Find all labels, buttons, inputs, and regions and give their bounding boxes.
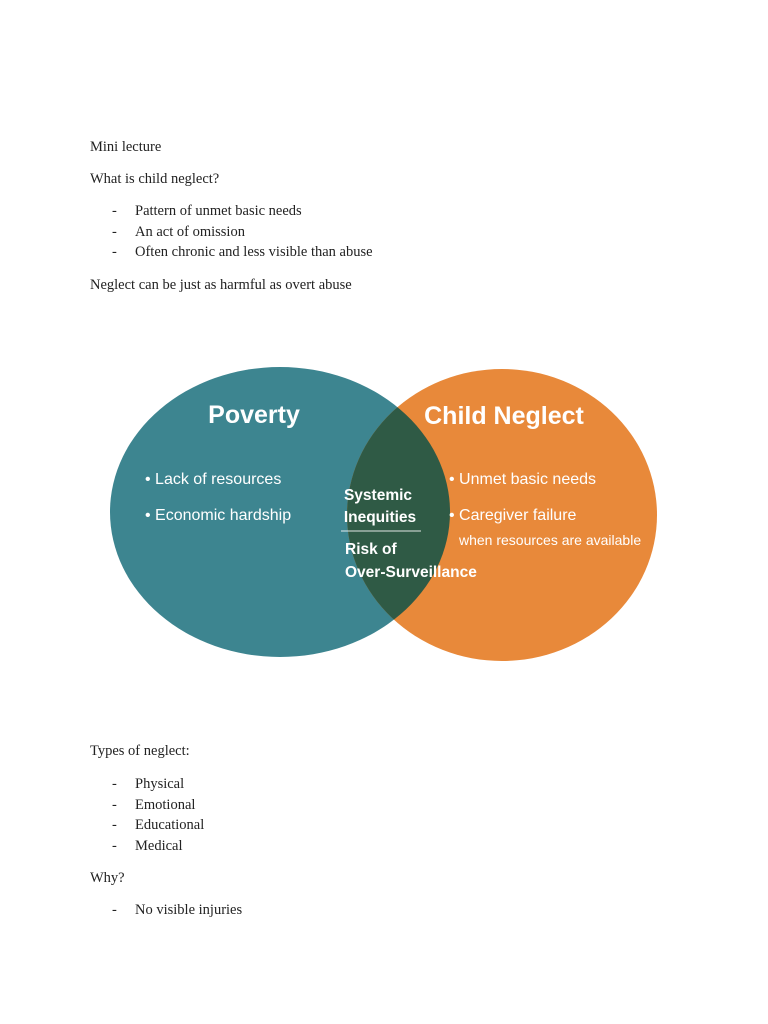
list-item-text: No visible injuries [135,902,243,918]
venn-svg [92,312,678,722]
list-item-text: Emotional [135,796,196,813]
list-dash: - [112,203,117,219]
child-neglect-item: • Unmet basic needs [449,471,597,488]
child-neglect-note: when resources are available [459,532,642,548]
list-item-text: An act of omission [135,223,245,240]
poverty-title: Poverty [208,401,300,429]
list-dash: - [112,244,117,260]
poverty-item: • Lack of resources [145,471,282,488]
child-neglect-title: Child Neglect [424,402,584,430]
list-item-text: Educational [135,817,205,833]
list-dash: - [112,776,117,792]
list-item-text: Physical [135,776,185,792]
list-item-text: Medical [135,837,183,854]
list-dash: - [112,837,117,854]
overlap-bottom-line: Over-Surveillance [345,564,477,581]
list-dash: - [112,796,117,813]
list-dash: - [112,902,117,918]
poverty-item: • Economic hardship [145,507,292,524]
list-item-text: Often chronic and less visible than abuse [135,244,373,260]
list-dash: - [112,223,117,240]
mini-lecture-heading: Mini lecture [90,139,162,155]
poverty-neglect-venn-diagram [92,312,678,722]
overlap-bottom-line: Risk of [345,541,397,558]
types-of-neglect-heading: Types of neglect: [90,743,190,759]
overlap-top-line: Systemic [343,487,413,504]
overlap-top-line: Inequities [343,509,417,526]
neglect-harm-statement: Neglect can be just as harmful as overt abuse [90,277,352,293]
list-item-text: Pattern of unmet basic needs [135,203,302,219]
child-neglect-item: • Caregiver failure [449,507,577,524]
why-heading: Why? [90,870,125,886]
list-dash: - [112,817,117,833]
child-neglect-question: What is child neglect? [90,171,220,187]
